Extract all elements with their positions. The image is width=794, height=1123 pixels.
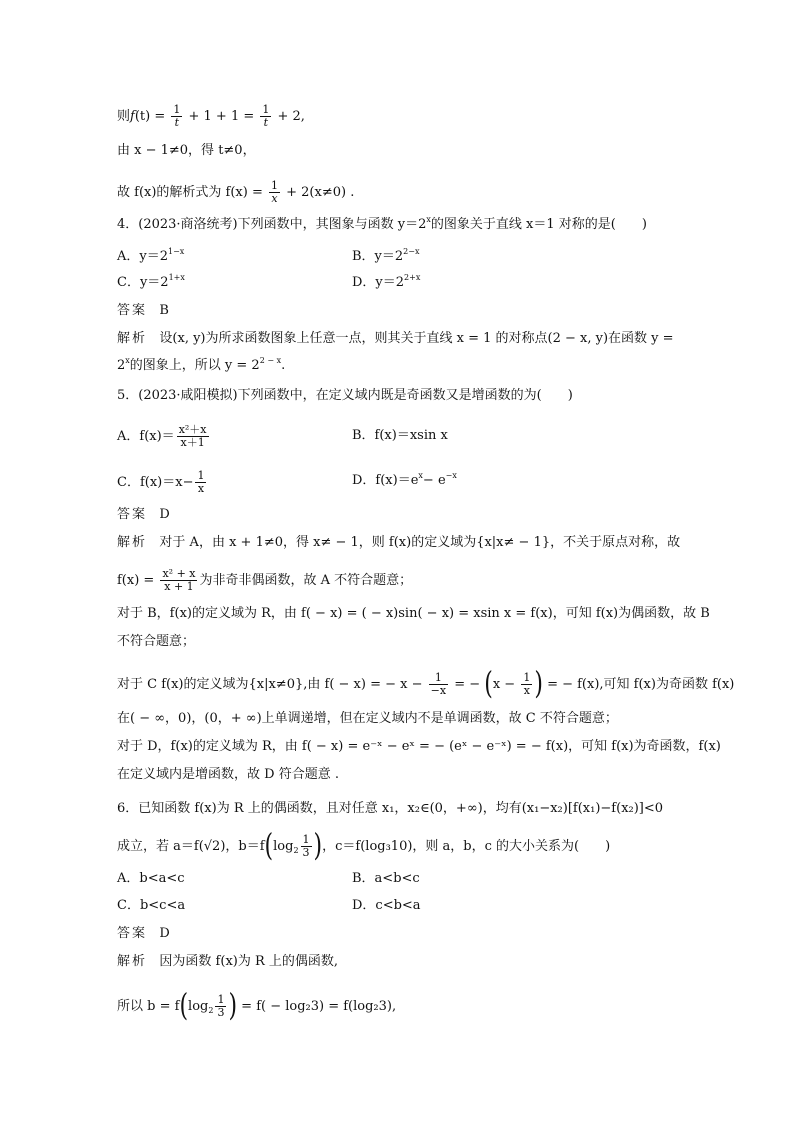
text: D．f(x)＝e	[352, 473, 419, 488]
denominator: 3	[302, 846, 310, 859]
numerator: 1	[262, 103, 270, 116]
superscript: x	[125, 356, 130, 365]
answer-label: 答案	[117, 926, 148, 941]
text: 对于 A，由 x + 1≠0，得 x≠ − 1，则 f(x)的定义域为{x|x≠ − 1}，不关于原点对称，故	[159, 535, 681, 550]
denominator: −x	[430, 684, 447, 697]
q5-option-c	[117, 470, 208, 495]
q5-analysis-7: 对于 D，f(x)的定义域为 R，由 f( − x) = e⁻ˣ − eˣ = − (eˣ − e⁻ˣ) = − f(x)，可知 f(x)为奇函数，f(x)	[117, 739, 721, 754]
q6-stem-1: 6．已知函数 f(x)为 R 上的偶函数，且对任意 x₁，x₂∈(0，+∞)，均有(x₁−x₂)[f(x₁)−f(x₂)]<0	[117, 801, 664, 816]
numerator: 1	[197, 469, 205, 482]
text: D．y＝2	[352, 275, 405, 290]
fraction	[215, 994, 226, 1019]
answer-value: D	[159, 926, 170, 941]
q5-analysis-2	[117, 568, 412, 593]
text: + 2(x≠0) .	[282, 185, 355, 200]
q4-analysis-2	[117, 357, 285, 375]
q5-analysis-3: 对于 B，f(x)的定义域为 R，由 f( − x) = ( − x)sin( − x) = xsin x = f(x)，可知 f(x)为偶函数，故 B	[117, 606, 710, 621]
q4-option-a	[117, 248, 184, 266]
text: + 2,	[273, 109, 305, 124]
text: C．y＝2	[117, 275, 169, 290]
q5-answer	[117, 506, 170, 524]
text: B．y＝2	[352, 249, 404, 264]
text: 的图象上，所以 y = 2	[129, 358, 260, 373]
text: + 1 + 1 =	[184, 109, 259, 124]
q5-analysis-8: 在定义域内是增函数，故 D 符合题意 .	[117, 767, 339, 782]
text: 的图象关于直线 x＝1 对称的是( )	[430, 217, 647, 232]
text: f(x) =	[117, 573, 159, 588]
numerator: 1	[523, 671, 531, 684]
q4-option-c	[117, 274, 185, 292]
q5-analysis-5	[117, 666, 735, 702]
fraction	[160, 568, 197, 593]
q5-option-d	[352, 472, 457, 490]
q6-option-a: A．b<a<c	[117, 871, 185, 886]
q6-answer	[117, 925, 170, 943]
fraction	[195, 470, 206, 495]
answer-value: B	[159, 303, 169, 318]
fraction	[177, 424, 209, 449]
text: (t) =	[134, 109, 170, 124]
bracket: (	[484, 666, 493, 702]
text: 设(x, y)为所求函数图象上任意一点，则其关于直线 x = 1 的对称点(2 − x, y)在函数 y =	[159, 331, 674, 346]
bracket: )	[313, 828, 323, 864]
text: 故 f(x)的解析式为 f(x) =	[117, 185, 267, 200]
text: .	[281, 358, 286, 373]
text: log	[188, 999, 209, 1014]
eq-line-1	[117, 104, 305, 129]
text: 2	[117, 358, 126, 373]
text: 因为函数 f(x)为 R 上的偶函数,	[159, 954, 339, 969]
text: ，c＝f(log₃10)，则 a，b，c 的大小关系为( )	[322, 839, 611, 854]
text: C．f(x)＝x−	[117, 475, 194, 490]
bracket: )	[534, 666, 543, 702]
superscript: 2+x	[404, 273, 421, 282]
q6-analysis-2	[117, 988, 397, 1024]
fraction	[301, 834, 312, 859]
superscript: 1−x	[168, 247, 185, 256]
superscript: 2 − x	[259, 356, 282, 365]
text: = f( − log₂3) = f(log₂3),	[237, 999, 397, 1014]
eq-line-3	[117, 180, 354, 205]
numerator: x² + x	[162, 567, 196, 580]
superscript: x	[418, 471, 423, 480]
answer-label: 答案	[117, 507, 148, 522]
text: 对于 C f(x)的定义域为{x|x≠0},由 f( − x) = − x −	[117, 677, 427, 692]
bracket: (	[179, 988, 189, 1024]
text: 4．(2023·商洛统考)下列函数中，其图象与函数 y＝2	[117, 217, 427, 232]
denominator: t	[174, 116, 180, 129]
numerator: x²＋x	[178, 423, 207, 436]
superscript: 2−x	[403, 247, 420, 256]
q5-analysis-6: 在( − ∞，0)，(0，+ ∞)上单调递增，但在定义域内不是单调函数，故 C 不符合题意；	[117, 711, 618, 726]
numerator: 1	[173, 103, 181, 116]
q5-stem: 5．(2023·咸阳模拟)下列函数中，在定义域内既是奇函数又是增函数的为( )	[117, 388, 573, 403]
denominator: t	[263, 116, 269, 129]
q6-option-d: D．c<b<a	[352, 898, 421, 913]
denominator: x	[523, 684, 530, 697]
q6-option-c: C．b<c<a	[117, 898, 186, 913]
denominator: 3	[217, 1006, 225, 1019]
superscript: x	[426, 215, 431, 224]
fraction	[269, 180, 280, 205]
q5-option-b: B．f(x)＝xsin x	[352, 428, 448, 443]
text: A．f(x)＝	[117, 429, 175, 444]
subscript: 2	[208, 1006, 214, 1015]
numerator: 1	[302, 833, 310, 846]
numerator: 1	[217, 993, 225, 1006]
q6-stem-2	[117, 828, 611, 864]
q6-option-b: B．a<b<c	[352, 871, 420, 886]
q4-option-d	[352, 274, 420, 292]
fraction	[171, 104, 182, 129]
text: 则	[117, 109, 131, 124]
numerator: 1	[271, 179, 278, 192]
text: = −	[450, 677, 485, 692]
q5-option-a	[117, 424, 211, 449]
q5-analysis-4: 不符合题意；	[117, 634, 196, 649]
analysis-label: 解析	[117, 331, 148, 346]
text: A．y＝2	[117, 249, 169, 264]
q5-analysis-1	[117, 534, 680, 552]
denominator: x	[271, 192, 278, 205]
bracket: )	[228, 988, 238, 1024]
text: = − f(x),可知 f(x)为奇函数 f(x)	[542, 677, 735, 692]
q6-analysis-1	[117, 953, 338, 971]
superscript: −x	[445, 471, 457, 480]
q4-analysis-1	[117, 330, 674, 348]
answer-label: 答案	[117, 303, 148, 318]
fraction	[429, 672, 448, 697]
text: x −	[492, 677, 520, 692]
text: 成立，若 a＝f(√2)，b＝f	[117, 839, 265, 854]
text: 所以 b = f	[117, 999, 180, 1014]
denominator: x＋1	[180, 436, 205, 449]
analysis-label: 解析	[117, 954, 148, 969]
eq-line-2: 由 x − 1≠0，得 t≠0，	[117, 143, 256, 158]
q4-option-b	[352, 248, 419, 266]
bracket: (	[264, 828, 274, 864]
denominator: x + 1	[164, 580, 194, 593]
numerator: 1	[429, 672, 448, 685]
q4-answer	[117, 302, 169, 320]
superscript: 1+x	[168, 273, 185, 282]
text: − e	[422, 473, 446, 488]
fraction	[521, 672, 532, 697]
denominator: x	[197, 482, 205, 495]
text: f	[130, 109, 135, 124]
q4-stem	[117, 216, 647, 234]
fraction	[260, 104, 271, 129]
subscript: 2	[293, 846, 299, 855]
analysis-label: 解析	[117, 535, 148, 550]
text: log	[273, 839, 294, 854]
text: 为非奇非偶函数，故 A 不符合题意；	[199, 573, 413, 588]
answer-value: D	[159, 507, 170, 522]
